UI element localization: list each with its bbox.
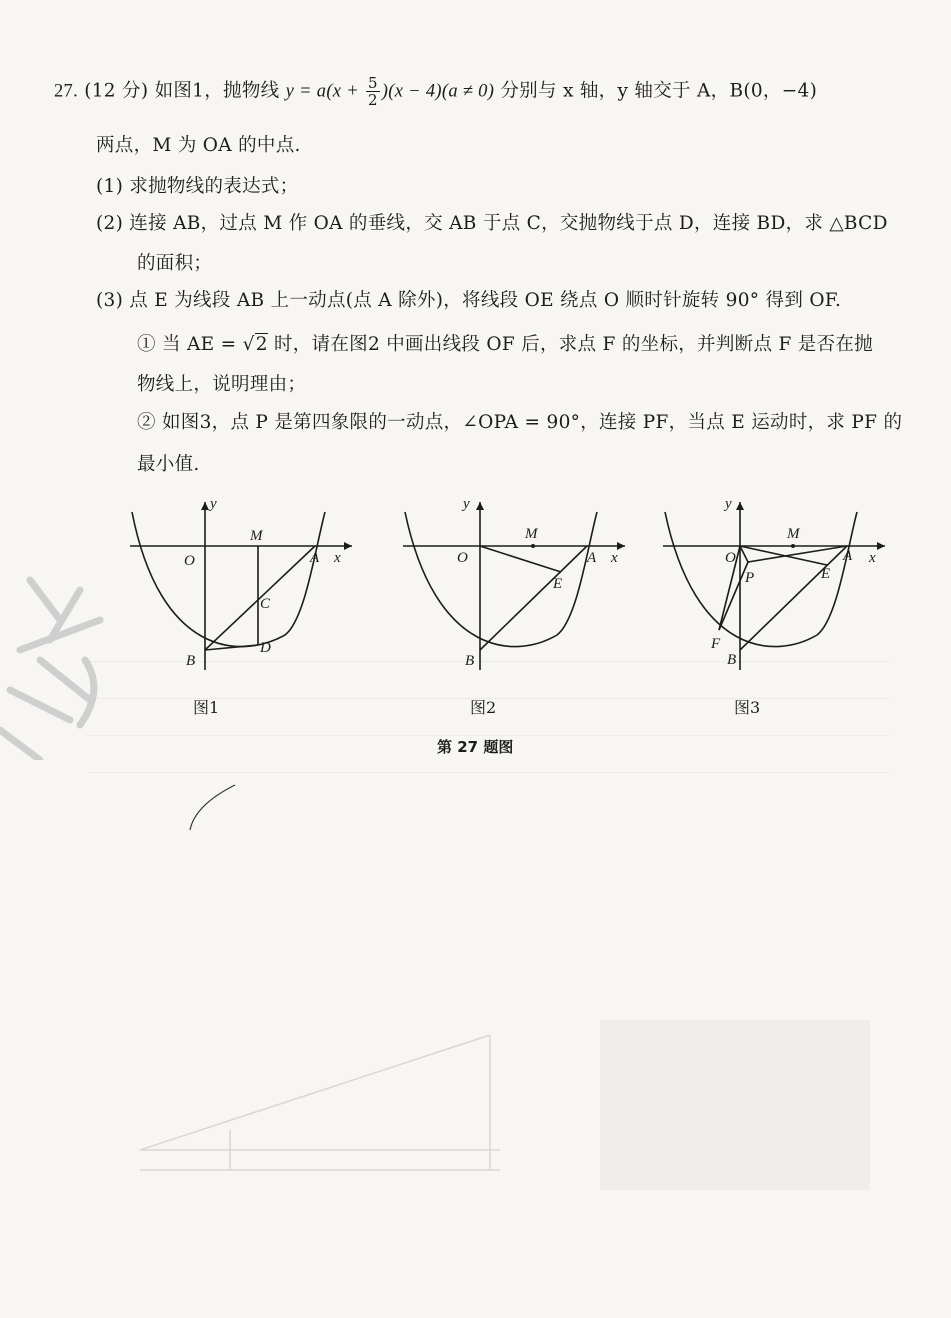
label-o: O <box>725 550 736 566</box>
figure-3-caption: 图3 <box>734 698 761 717</box>
point-m <box>531 544 535 548</box>
axis-arrows <box>201 502 352 550</box>
sqrt-radicand: 2 <box>255 334 268 355</box>
axis-arrows <box>736 502 885 550</box>
label-a: A <box>310 550 320 566</box>
label-x: x <box>334 550 341 566</box>
label-m: M <box>250 528 263 544</box>
question-number: 27. <box>54 81 79 102</box>
label-f: F <box>711 636 721 652</box>
fraction-numerator: 5 <box>367 74 378 92</box>
part-3-sub1-line1: ① 当 AE = √2 时，请在图2 中画出线段 OF 后，求点 F 的坐标，并判断点 F 是否在抛 <box>137 334 873 355</box>
label-b: B <box>186 653 196 669</box>
sub1-suffix: 时，请在图2 中画出线段 OF 后，求点 F 的坐标，并判断点 F 是否在抛 <box>267 334 873 355</box>
question-stem-line1 <box>54 75 817 108</box>
segment-op <box>740 546 748 562</box>
part-2-line2: 的面积； <box>137 253 213 274</box>
figure-2-caption: 图2 <box>470 698 497 717</box>
label-x: x <box>869 550 876 566</box>
part-3-sub1-line2: 物线上，说明理由； <box>137 374 307 395</box>
parabola <box>405 512 597 647</box>
label-d: D <box>260 640 271 656</box>
label-y: y <box>210 496 217 512</box>
question-stem-line2: 两点，M 为 OA 的中点. <box>96 135 301 156</box>
watermark-stamp <box>0 560 130 760</box>
label-p: P <box>745 570 755 586</box>
figure-1-caption: 图1 <box>193 698 220 717</box>
label-y: y <box>725 496 732 512</box>
segment-oe <box>480 546 561 572</box>
stem-intersections: 分别与 x 轴，y 轴交于 A，B(0，−4) <box>500 80 818 102</box>
sub1-prefix: ① 当 AE = <box>137 334 243 355</box>
parabola <box>132 512 325 647</box>
figure-group-title: 第 27 题图 <box>437 738 514 756</box>
label-a: A <box>587 550 597 566</box>
label-o: O <box>457 550 468 566</box>
figure-3-svg <box>655 490 895 680</box>
question-points: (12 分) <box>84 80 149 102</box>
part-2-line1: (2) 连接 AB，过点 M 作 OA 的垂线，交 AB 于点 C，交抛物线于点 D，连接 BD，求 △BCD <box>96 213 888 234</box>
equation-rhs: )(x − 4)(a ≠ 0) <box>381 81 495 102</box>
figure-3 <box>655 490 895 680</box>
label-e: E <box>821 566 831 582</box>
label-c: C <box>260 596 271 612</box>
fraction-five-halves <box>366 75 380 108</box>
label-x: x <box>611 550 618 566</box>
figure-2 <box>395 490 635 680</box>
label-b: B <box>727 652 737 668</box>
label-b: B <box>465 653 475 669</box>
part-3-sub2-line2: 最小值. <box>137 454 200 475</box>
stem-intro: 如图1，抛物线 <box>154 80 280 102</box>
part-3: (3) 点 E 为线段 AB 上一动点(点 A 除外)，将线段 OE 绕点 O 顺时针旋转 90° 得到 OF. <box>96 290 842 311</box>
figure-2-svg <box>395 490 635 680</box>
bleed-through-diagram <box>100 1020 880 1250</box>
label-m: M <box>787 526 800 542</box>
label-a: A <box>843 548 853 564</box>
label-y: y <box>463 496 470 512</box>
figure-1 <box>120 490 360 680</box>
segment-ab <box>740 546 847 650</box>
part-1: (1) 求抛物线的表达式； <box>96 176 299 197</box>
pen-stroke-mark <box>185 775 245 835</box>
point-m <box>791 544 795 548</box>
axis-arrows <box>476 502 625 550</box>
part-3-sub2-line1: ② 如图3，点 P 是第四象限的一动点，∠OPA = 90°，连接 PF，当点 E 运动时，求 PF 的 <box>137 412 903 433</box>
label-o: O <box>184 553 195 569</box>
figure-1-svg <box>120 490 360 680</box>
segment-ab <box>480 546 587 650</box>
label-m: M <box>525 526 538 542</box>
label-e: E <box>553 576 563 592</box>
fraction-denominator: 2 <box>367 91 378 109</box>
equation-lhs: y = a(x + <box>285 81 364 102</box>
